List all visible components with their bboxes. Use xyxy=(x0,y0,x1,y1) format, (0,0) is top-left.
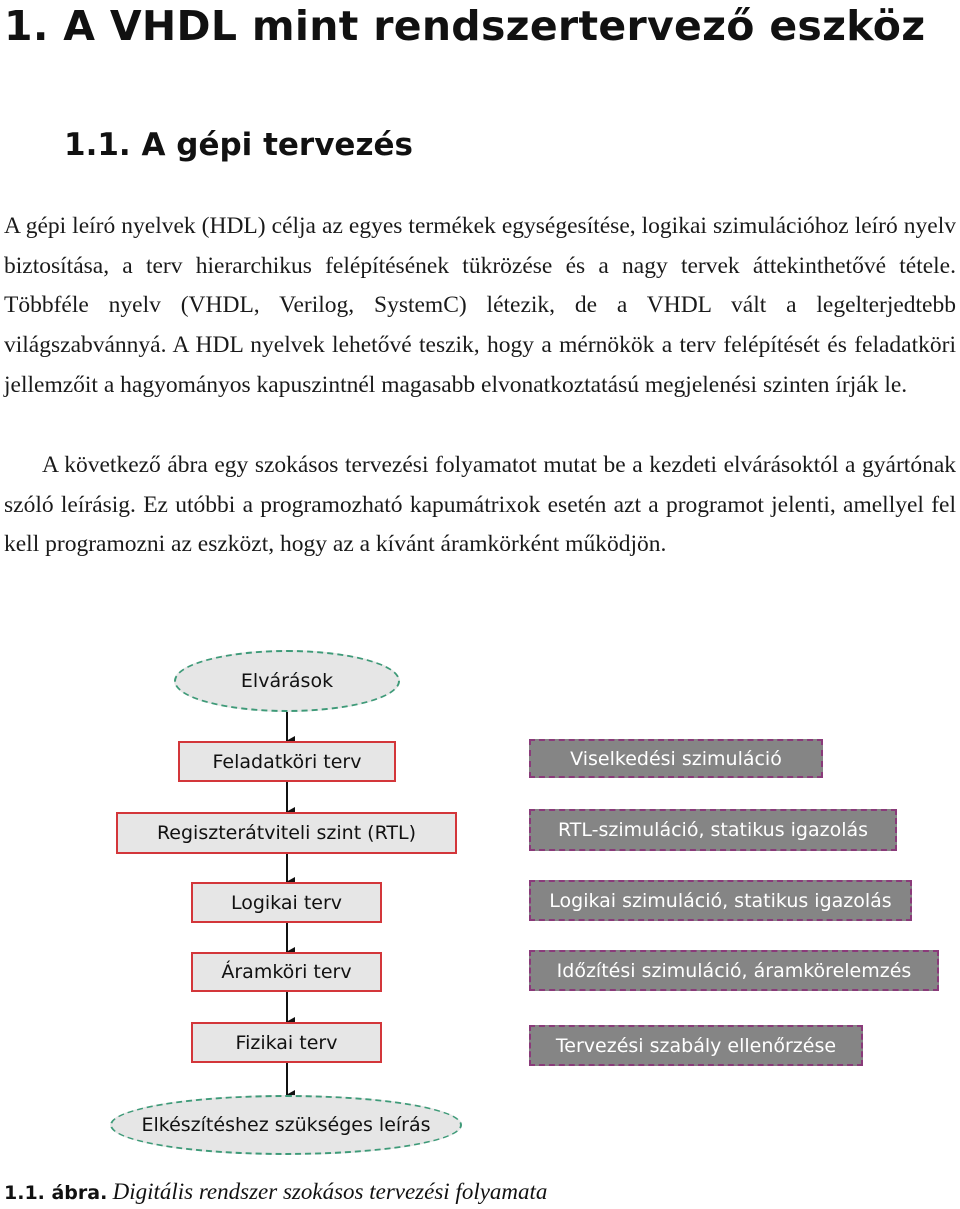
flow-end-label: Elkészítéshez szükséges leírás xyxy=(141,1114,431,1136)
flow-step-label: Fizikai terv xyxy=(235,1031,338,1054)
check-label: Logikai szimuláció, statikus igazolás xyxy=(549,889,892,912)
check-design-rules xyxy=(529,1025,863,1066)
flow-step-rtl xyxy=(116,812,457,854)
paragraph-flow: A következő ábra egy szokásos tervezési folyamatot mutat be a kezdeti elvárásoktól a gyártónak szóló leírásig. Ez utóbbi a programozható kapumátrixok esetén azt a programot jelenti, amellyel fel kell programozni az eszközt, hogy az a kívánt áramkörként működjön. xyxy=(4,452,956,558)
flow-step-label: Logikai terv xyxy=(230,891,343,914)
figure-caption xyxy=(4,1178,547,1207)
check-label: RTL-szimuláció, statikus igazolás xyxy=(557,819,869,841)
caption-number: 1.1. ábra. xyxy=(4,1182,108,1204)
flow-step-logic xyxy=(191,882,382,923)
flow-step-label: Áramköri terv xyxy=(221,961,352,983)
section-heading: 1.1. A gépi tervezés xyxy=(64,127,413,163)
flow-end-ellipse xyxy=(110,1095,462,1155)
paragraph-intro: A gépi leíró nyelvek (HDL) célja az egyes termékek egységesítése, logikai szimulációhoz leíró nyelv biztosítása, a terv hierarchikus felépítésének tükrözése és a nagy tervek áttekinthetővé tétele. Többféle nyelv (VHDL, Verilog, SystemC) létezik, de a VHDL vált a legelterjedtebb világszabvánnyá. A HDL nyelvek lehetővé teszik, hogy a mérnökök a terv felépítését és feladatköri jellemzőit a hagyományos kapuszintnél magasabb elvonatkoztatású megjelenési szinten írják le. xyxy=(4,213,956,398)
flow-start-ellipse xyxy=(174,650,400,712)
check-logic-simulation xyxy=(529,880,912,921)
flow-step-label: Feladatköri terv xyxy=(212,750,362,773)
flow-step-physical xyxy=(191,1022,382,1063)
check-label: Viselkedési szimuláció xyxy=(570,747,782,770)
check-timing-simulation xyxy=(529,950,939,991)
flow-start-label: Elvárások xyxy=(240,670,334,692)
check-label: Időzítési szimuláció, áramkörelemzés xyxy=(556,959,912,982)
check-label: Tervezési szabály ellenőrzése xyxy=(555,1034,837,1057)
chapter-heading: 1. A VHDL mint rendszertervező eszköz xyxy=(4,2,926,50)
caption-text: Digitális rendszer szokásos tervezési folyamata xyxy=(112,1179,548,1204)
flow-step-label: Regiszterátviteli szint (RTL) xyxy=(156,822,417,844)
check-rtl-simulation xyxy=(529,809,897,851)
flow-step-functional xyxy=(178,741,396,782)
flow-step-circuit xyxy=(191,952,382,992)
check-behavioral-simulation xyxy=(529,739,823,778)
